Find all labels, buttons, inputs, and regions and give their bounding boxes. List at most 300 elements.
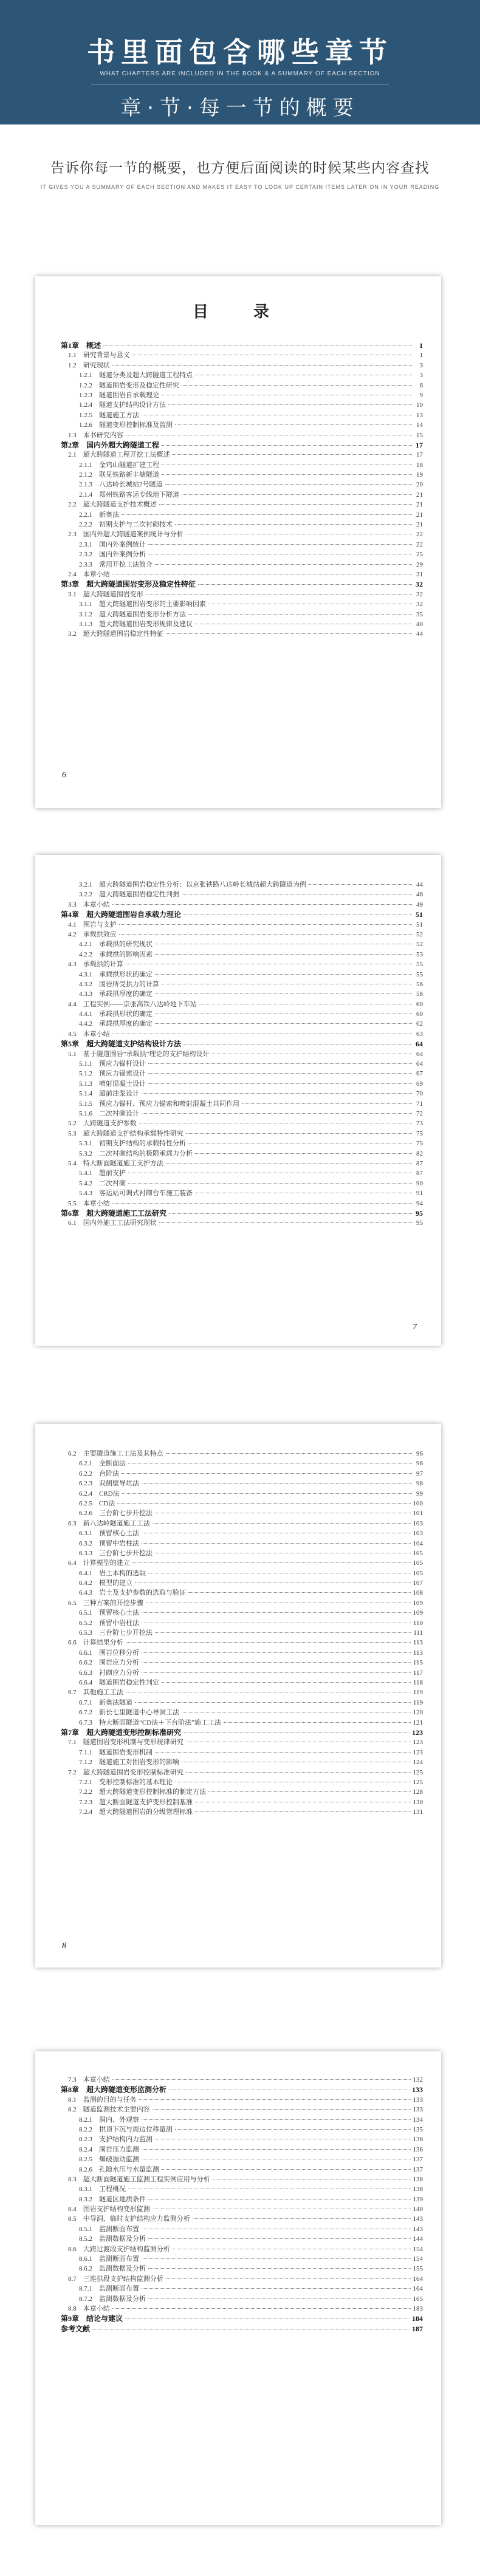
toc-entry-page: 9	[419, 391, 423, 399]
toc-entry	[61, 539, 423, 549]
toc-entry	[61, 1807, 423, 1816]
dot-leader	[166, 2278, 411, 2279]
toc-entry	[61, 1178, 423, 1188]
toc-entry-title: 1.1 研究背景与意义	[68, 352, 130, 359]
toc-entry	[61, 1158, 423, 1168]
dot-leader	[188, 614, 412, 615]
toc-entry-title: 8.5 中导洞、临时支护结构应力监测分析	[68, 2215, 190, 2223]
toc-entry	[61, 1508, 423, 1518]
dot-leader	[162, 474, 412, 475]
toc-entry-page: 121	[413, 1719, 423, 1726]
toc-heading: 目 录	[192, 303, 284, 321]
toc-entry-title: 2.1.2 联见铁路新丰塘隧道	[79, 471, 159, 479]
toc-entry-title: 4.3.3 承载拱厚度的确定	[79, 990, 153, 998]
dot-leader	[168, 404, 412, 405]
toc-entry	[61, 390, 423, 400]
dot-leader	[162, 2169, 411, 2170]
toc-entry-page: 60	[416, 1000, 423, 1008]
toc-entry-title: 5.4.1 超前支护	[79, 1170, 126, 1177]
toc-entry-title: 1.2.5 隧道施工方法	[79, 411, 139, 419]
toc-entry-title: 5.4.2 二次衬砌	[79, 1179, 126, 1187]
toc-entry-page: 139	[413, 2195, 423, 2203]
toc-entry-page: 25	[416, 551, 423, 559]
toc-entry-title: 5.1.5 预应力锚杆、预应力锚索和喷射混凝土共同作用	[79, 1100, 239, 1108]
toc-entry	[61, 1538, 423, 1548]
toc-entry-title: 6.2.4 CRD法	[79, 1490, 120, 1498]
dot-leader	[142, 1483, 412, 1484]
toc-entry-title: 7.2.3 超大断面隧道支护变形控制基准	[79, 1798, 193, 1806]
toc-entry-page: 32	[416, 580, 423, 589]
toc-entry	[61, 1018, 423, 1028]
toc-entry-page: 117	[413, 1669, 423, 1677]
toc-entry	[61, 1717, 423, 1727]
toc-entry	[61, 1598, 423, 1607]
toc-entry	[61, 1657, 423, 1667]
toc-entry-page: 21	[416, 521, 423, 529]
toc-chapter-entry	[61, 579, 423, 588]
toc-entry-title: 6.5.2 预留中岩柱法	[79, 1619, 139, 1627]
toc-entry-title: 6.6.2 围岩应力分析	[79, 1659, 139, 1667]
toc-entry-page: 22	[416, 540, 423, 548]
toc-entry-page: 53	[416, 950, 423, 958]
toc-entry	[61, 899, 423, 909]
dot-leader	[128, 1183, 412, 1184]
toc-entry-page: 184	[412, 2314, 423, 2323]
toc-entry	[61, 1458, 423, 1468]
toc-entry-title: 8.6.2 监测数据及分析	[79, 2265, 146, 2273]
dot-leader	[119, 934, 412, 935]
toc-entry-title: 8.7.1 监测断面布置	[79, 2285, 139, 2293]
toc-entry-page: 71	[416, 1100, 423, 1108]
toc-entry-title: 4.2 承载拱效应	[68, 930, 117, 938]
toc-entry-page: 55	[416, 961, 423, 969]
toc-entry-title: 3.1.1 超大跨隧道围岩变形的主要影响因素	[79, 601, 206, 608]
toc-entry-title: 6.2.3 双侧壁导坑法	[79, 1480, 139, 1488]
dot-leader	[139, 2099, 411, 2100]
toc-entry	[61, 959, 423, 969]
toc-entry-title: 6.4 计算模型的建立	[68, 1559, 130, 1567]
dot-leader	[126, 1642, 411, 1643]
toc-entry-page: 67	[416, 1070, 423, 1078]
toc-entry-page: 124	[413, 1759, 423, 1767]
toc-entry	[61, 919, 423, 929]
dot-leader	[142, 1093, 412, 1094]
toc-entry-title: 1.2.3 隧道围岩自承载理论	[79, 391, 159, 399]
toc-entry-list	[61, 879, 423, 1228]
dot-leader	[148, 1073, 412, 1074]
toc-entry	[61, 609, 423, 619]
toc-entry-title: 2.2.1 新奥法	[79, 511, 119, 519]
dot-leader	[166, 633, 412, 634]
toc-entry	[61, 1118, 423, 1128]
toc-entry	[61, 2283, 423, 2293]
toc-entry-title: 7.1.1 隧道围岩变形机制	[79, 1748, 153, 1756]
toc-entry-page: 98	[416, 1480, 423, 1488]
toc-entry-title: 6.2.1 全断面法	[79, 1460, 126, 1468]
toc-entry	[61, 1668, 423, 1677]
toc-entry-page: 134	[413, 2116, 423, 2124]
toc-entry-page: 21	[416, 491, 423, 499]
toc-page-4	[35, 2051, 441, 2525]
toc-entry-title: 6.6.3 衬砌应力分析	[79, 1669, 139, 1677]
toc-entry-title: 8.3.2 隧道区地质条件	[79, 2195, 146, 2203]
dot-leader	[132, 1562, 411, 1563]
toc-entry	[61, 619, 423, 629]
toc-entry-page: 32	[416, 590, 423, 598]
toc-entry	[61, 360, 423, 370]
toc-entry	[61, 1687, 423, 1697]
toc-entry	[61, 1058, 423, 1068]
toc-entry	[61, 1488, 423, 1498]
toc-entry-title: 8.5.1 监测断面布置	[79, 2225, 139, 2233]
toc-entry	[61, 469, 423, 479]
toc-entry-page: 69	[416, 1080, 423, 1088]
toc-entry	[61, 1647, 423, 1657]
toc-entry-page: 138	[413, 2186, 423, 2193]
dot-leader	[112, 365, 412, 366]
toc-entry	[61, 1747, 423, 1757]
dot-leader	[186, 1772, 411, 1773]
dot-leader	[148, 1063, 412, 1064]
header-banner	[0, 0, 480, 124]
toc-entry-page: 143	[413, 2225, 423, 2233]
toc-entry	[61, 1448, 423, 1458]
toc-entry-title: 8.6 大跨过渡段支护结构监测分析	[68, 2245, 170, 2253]
dot-leader	[153, 2109, 411, 2110]
toc-entry-page: 3	[419, 361, 423, 369]
dot-leader	[166, 1163, 412, 1164]
toc-entry	[61, 350, 423, 359]
dot-leader	[155, 993, 412, 994]
toc-entry-title: 1.2 研究现状	[68, 361, 110, 369]
toc-entry	[61, 559, 423, 569]
toc-entry-title: 7.1.2 隧道施工对围岩变形的影响	[79, 1759, 179, 1767]
toc-entry	[61, 370, 423, 380]
toc-entry	[61, 1787, 423, 1796]
toc-entry-title: 第1章 概述	[61, 341, 101, 350]
toc-entry	[61, 1218, 423, 1227]
toc-entry-title: 第9章 结论与建议	[61, 2314, 123, 2323]
toc-entry-page: 13	[416, 411, 423, 419]
toc-entry-title: 第5章 超大跨隧道支护结构设计方法	[61, 1040, 182, 1049]
dot-leader	[142, 1672, 411, 1673]
toc-entry-page: 21	[416, 511, 423, 519]
toc-entry-page: 115	[413, 1659, 423, 1667]
toc-entry-title: 3.3 本章小结	[68, 901, 110, 908]
toc-entry-page: 73	[416, 1120, 423, 1128]
toc-entry-page: 55	[416, 970, 423, 978]
toc-entry-page: 105	[413, 1559, 423, 1567]
dot-leader	[142, 2258, 411, 2259]
dot-leader	[148, 2268, 411, 2269]
toc-entry-title: 6.6.4 隧道围岩稳定性判定	[79, 1678, 159, 1686]
toc-entry-title: 1.2.1 隧道分类及超大跨隧道工程特点	[79, 372, 193, 380]
toc-entry	[61, 1009, 423, 1018]
dot-leader	[142, 1652, 411, 1653]
toc-entry	[61, 1637, 423, 1647]
dot-leader	[195, 1153, 412, 1154]
dot-leader	[208, 1791, 411, 1792]
toc-entry-title: 1.2.6 隧道变形控制标准及监测	[79, 421, 173, 429]
toc-entry	[61, 2174, 423, 2184]
toc-entry-page: 108	[413, 1589, 423, 1597]
toc-entry	[61, 549, 423, 559]
toc-entry-page: 137	[413, 2165, 423, 2173]
toc-entry-title: 8.1 监测的目的与任务	[68, 2096, 137, 2104]
toc-entry-page: 18	[416, 461, 423, 469]
toc-entry	[61, 589, 423, 599]
toc-entry-page: 154	[413, 2245, 423, 2253]
dot-leader	[155, 954, 412, 955]
toc-entry	[61, 1528, 423, 1538]
toc-entry-page: 113	[413, 1639, 423, 1647]
toc-entry-title: 5.1.2 预应力锚索设计	[79, 1070, 146, 1078]
dot-leader	[122, 1473, 412, 1474]
toc-entry	[61, 599, 423, 608]
toc-entry-list	[61, 2074, 423, 2333]
toc-entry-title: 2.3 国内外超大跨隧道案例统计与分析	[68, 531, 183, 539]
toc-entry	[61, 380, 423, 390]
dot-leader	[135, 1702, 411, 1703]
dot-leader	[166, 1453, 412, 1454]
toc-page-2	[35, 855, 441, 1346]
toc-entry-page: 97	[416, 1470, 423, 1477]
toc-entry-title: 5.5 本章小结	[68, 1199, 110, 1207]
dot-leader	[142, 1612, 411, 1613]
toc-entry-page: 118	[413, 1678, 423, 1686]
toc-entry-page: 56	[416, 980, 423, 988]
toc-entry	[61, 2194, 423, 2204]
toc-entry	[61, 2254, 423, 2263]
dot-leader	[198, 584, 412, 585]
page-number: 8	[62, 1941, 66, 1951]
toc-entry	[61, 629, 423, 638]
toc-entry	[61, 1737, 423, 1746]
toc-entry	[61, 1677, 423, 1687]
toc-entry-page: 29	[416, 561, 423, 568]
toc-entry	[61, 1777, 423, 1787]
toc-entry-list	[61, 340, 423, 639]
dot-leader	[148, 2238, 411, 2239]
toc-entry	[61, 2234, 423, 2243]
toc-entry-title: 5.3 超大跨隧道支护结构承载特性研究	[68, 1130, 183, 1137]
toc-entry	[61, 410, 423, 420]
toc-entry-page: 91	[416, 1190, 423, 1198]
toc-entry-title: 2.3.1 国内外案例统计	[79, 540, 146, 548]
toc-entry-page: 109	[413, 1599, 423, 1607]
toc-entry	[61, 1108, 423, 1118]
toc-entry-page: 119	[413, 1689, 423, 1697]
toc-entry-title: 2.1.4 郑州铁路客运专线地下隧道	[79, 491, 179, 499]
toc-entry-title: 3.1.3 超大跨隧道围岩变形规律及建议	[79, 620, 193, 628]
toc-entry-page: 104	[413, 1539, 423, 1547]
dot-leader	[146, 594, 412, 595]
toc-entry	[61, 529, 423, 539]
toc-entry-title: 1.3 本书研究内容	[68, 431, 123, 439]
toc-entry-title: 6.4.2 模型的建立	[79, 1579, 132, 1587]
toc-entry-title: 7.2.4 超大跨隧道围岩的分级管理标准	[79, 1808, 193, 1816]
toc-entry	[61, 1518, 423, 1528]
toc-entry-page: 75	[416, 1140, 423, 1148]
toc-entry-page: 51	[416, 921, 423, 929]
page-number: 7	[413, 1323, 417, 1332]
toc-entry-title: 7.2 超大跨隧道围岩变形控制标准研究	[68, 1768, 183, 1776]
toc-entry-title: 8.5.2 监测数据及分析	[79, 2235, 146, 2243]
toc-entry-page: 94	[416, 1199, 423, 1207]
toc-entry-page: 46	[416, 891, 423, 899]
dot-leader	[112, 2079, 411, 2080]
toc-entry-page: 101	[413, 1510, 423, 1518]
dot-leader	[159, 1222, 412, 1223]
dot-leader	[169, 1213, 412, 1214]
toc-entry-title: 6.2.6 三台阶七步开挖法	[79, 1510, 153, 1518]
dot-leader	[175, 524, 412, 525]
toc-entry	[61, 1188, 423, 1198]
dot-leader	[162, 1682, 411, 1683]
toc-entry	[61, 509, 423, 519]
toc-entry-title: 2.1.3 八达岭长城站2号隧道	[79, 481, 163, 489]
toc-entry-title: 6.6 计算结果分析	[68, 1639, 123, 1647]
toc-entry-page: 105	[413, 1549, 423, 1557]
dot-leader	[142, 2288, 411, 2289]
toc-entry	[61, 929, 423, 939]
toc-entry-page: 44	[416, 881, 423, 888]
toc-entry-page: 113	[413, 1649, 423, 1657]
toc-entry-title: 8.8 本章小结	[68, 2305, 110, 2312]
toc-entry-title: 8.2.4 围岩压力监测	[79, 2145, 139, 2153]
dot-leader	[119, 924, 412, 925]
toc-entry	[61, 939, 423, 949]
toc-entry-title: 8.2.1 洞内、外观察	[79, 2116, 139, 2124]
dot-leader	[112, 2308, 411, 2309]
toc-entry-page: 82	[416, 1150, 423, 1157]
toc-chapter-entry	[61, 1038, 423, 1048]
toc-entry	[61, 1587, 423, 1597]
toc-entry	[61, 2224, 423, 2234]
toc-entry-title: 第8章 超大跨隧道变形监测分析	[61, 2085, 167, 2094]
toc-entry-title: 5.1 基于隧道围岩“承载拱”理论的支护结构设计	[68, 1050, 210, 1058]
toc-entry-title: 4.1 围岩与支护	[68, 921, 117, 929]
toc-entry-title: 3.2 超大跨隧道围岩稳定性特征	[68, 630, 163, 638]
toc-entry-page: 19	[416, 471, 423, 479]
page-number: 6	[62, 771, 66, 780]
toc-entry	[61, 569, 423, 579]
toc-entry-title: 8.2.5 爆破振动监测	[79, 2156, 139, 2164]
toc-entry	[61, 1767, 423, 1777]
toc-entry	[61, 2294, 423, 2303]
toc-entry-page: 95	[416, 1219, 423, 1227]
toc-entry	[61, 400, 423, 409]
toc-entry-page: 58	[416, 990, 423, 998]
dot-leader	[112, 1203, 412, 1204]
banner-english-caption: WHAT CHAPTERS ARE INCLUDED IN THE BOOK & A SUMMARY OF EACH SECTION	[100, 70, 380, 77]
toc-entry	[61, 479, 423, 489]
toc-entry-title: 5.3.2 二次衬砌结构的极限承载力分析	[79, 1150, 193, 1157]
dot-leader	[155, 1752, 411, 1753]
toc-entry-page: 110	[413, 1619, 423, 1627]
toc-entry-page: 10	[416, 401, 423, 409]
toc-entry-title: 6.1 国内外施工工法研究现状	[68, 1219, 157, 1227]
toc-page-1	[35, 276, 441, 808]
toc-entry	[61, 420, 423, 429]
toc-entry	[61, 1068, 423, 1078]
dot-leader	[122, 1493, 412, 1494]
toc-chapter-entry	[61, 1727, 423, 1737]
toc-entry	[61, 2124, 423, 2134]
toc-entry-page: 35	[416, 610, 423, 618]
toc-entry-title: 8.4 围岩支护结构变形监测	[68, 2206, 150, 2213]
toc-entry	[61, 2164, 423, 2174]
toc-entry-title: 8.2.2 拱顶下沉与周边位移量测	[79, 2125, 173, 2133]
dot-leader	[142, 1113, 412, 1114]
toc-entry-title: 4.2.1 承载拱的研究现状	[79, 941, 153, 949]
toc-entry-page: 123	[413, 1748, 423, 1756]
toc-entry-page: 143	[413, 2215, 423, 2223]
toc-entry-title: 3.1.2 超大跨隧道围岩变形分析方法	[79, 610, 186, 618]
toc-entry	[61, 499, 423, 509]
toc-entry	[61, 460, 423, 469]
toc-entry-title: 6.4.3 岩土及支护参数的选取与验证	[79, 1589, 186, 1597]
toc-entry	[61, 2104, 423, 2114]
toc-entry	[61, 1099, 423, 1108]
toc-entry	[61, 2184, 423, 2193]
dot-leader	[193, 2218, 411, 2219]
dot-leader	[182, 385, 412, 386]
toc-entry-page: 32	[416, 601, 423, 608]
toc-entry-title: 5.1.1 预应力锚杆设计	[79, 1060, 146, 1068]
toc-entry-page: 87	[416, 1170, 423, 1177]
dot-leader	[117, 1503, 410, 1504]
toc-entry-page: 87	[416, 1159, 423, 1167]
dot-leader	[142, 1662, 411, 1663]
toc-chapter-entry	[61, 2323, 423, 2333]
dot-leader	[242, 1103, 412, 1104]
toc-entry-page: 144	[413, 2235, 423, 2243]
toc-entry-title: 8.2 隧道监测技术主要内容	[68, 2106, 150, 2114]
toc-entry-title: 7.2.2 超大跨隧道变形控制标准的制定方法	[79, 1788, 206, 1796]
toc-entry	[61, 1468, 423, 1478]
dot-leader	[175, 2129, 411, 2130]
toc-entry	[61, 1578, 423, 1587]
toc-entry-page: 105	[413, 1569, 423, 1577]
toc-entry-page: 44	[416, 630, 423, 638]
toc-entry-page: 14	[416, 421, 423, 429]
toc-entry-title: 5.3.1 初期支护结构的承载特性分析	[79, 1140, 186, 1148]
toc-entry-page: 90	[416, 1179, 423, 1187]
toc-entry-page: 3	[419, 372, 423, 380]
toc-chapter-entry	[61, 2084, 423, 2094]
toc-entry	[61, 1168, 423, 1177]
toc-entry-title: 6.5.3 三台阶七步开挖法	[79, 1629, 153, 1637]
toc-entry	[61, 1548, 423, 1558]
toc-entry-page: 125	[413, 1768, 423, 1776]
toc-entry-title: 5.1.4 超前注浆设计	[79, 1090, 139, 1098]
toc-entry-page: 135	[413, 2125, 423, 2133]
toc-entry	[61, 1088, 423, 1098]
toc-entry-title: 4.4.1 承载拱形状的确定	[79, 1010, 153, 1018]
dot-leader	[165, 484, 413, 485]
toc-entry-title: 6.7.2 新长七里隧道中心导洞工法	[79, 1709, 179, 1717]
toc-entry-title: 第6章 超大跨隧道施工工法研究	[61, 1208, 167, 1218]
toc-entry-page: 155	[413, 2265, 423, 2273]
toc-entry-title: 4.4.2 承载拱厚度的确定	[79, 1020, 153, 1028]
toc-entry	[61, 2213, 423, 2223]
toc-entry	[61, 1797, 423, 1807]
toc-entry	[61, 2204, 423, 2213]
toc-entry	[61, 1138, 423, 1148]
toc-entry-title: 6.7.3 特大断面隧道“CD法＋下台阶法”施工工法	[79, 1719, 222, 1726]
toc-entry-title: 1.2.4 隧道支护结构设计方法	[79, 401, 166, 409]
